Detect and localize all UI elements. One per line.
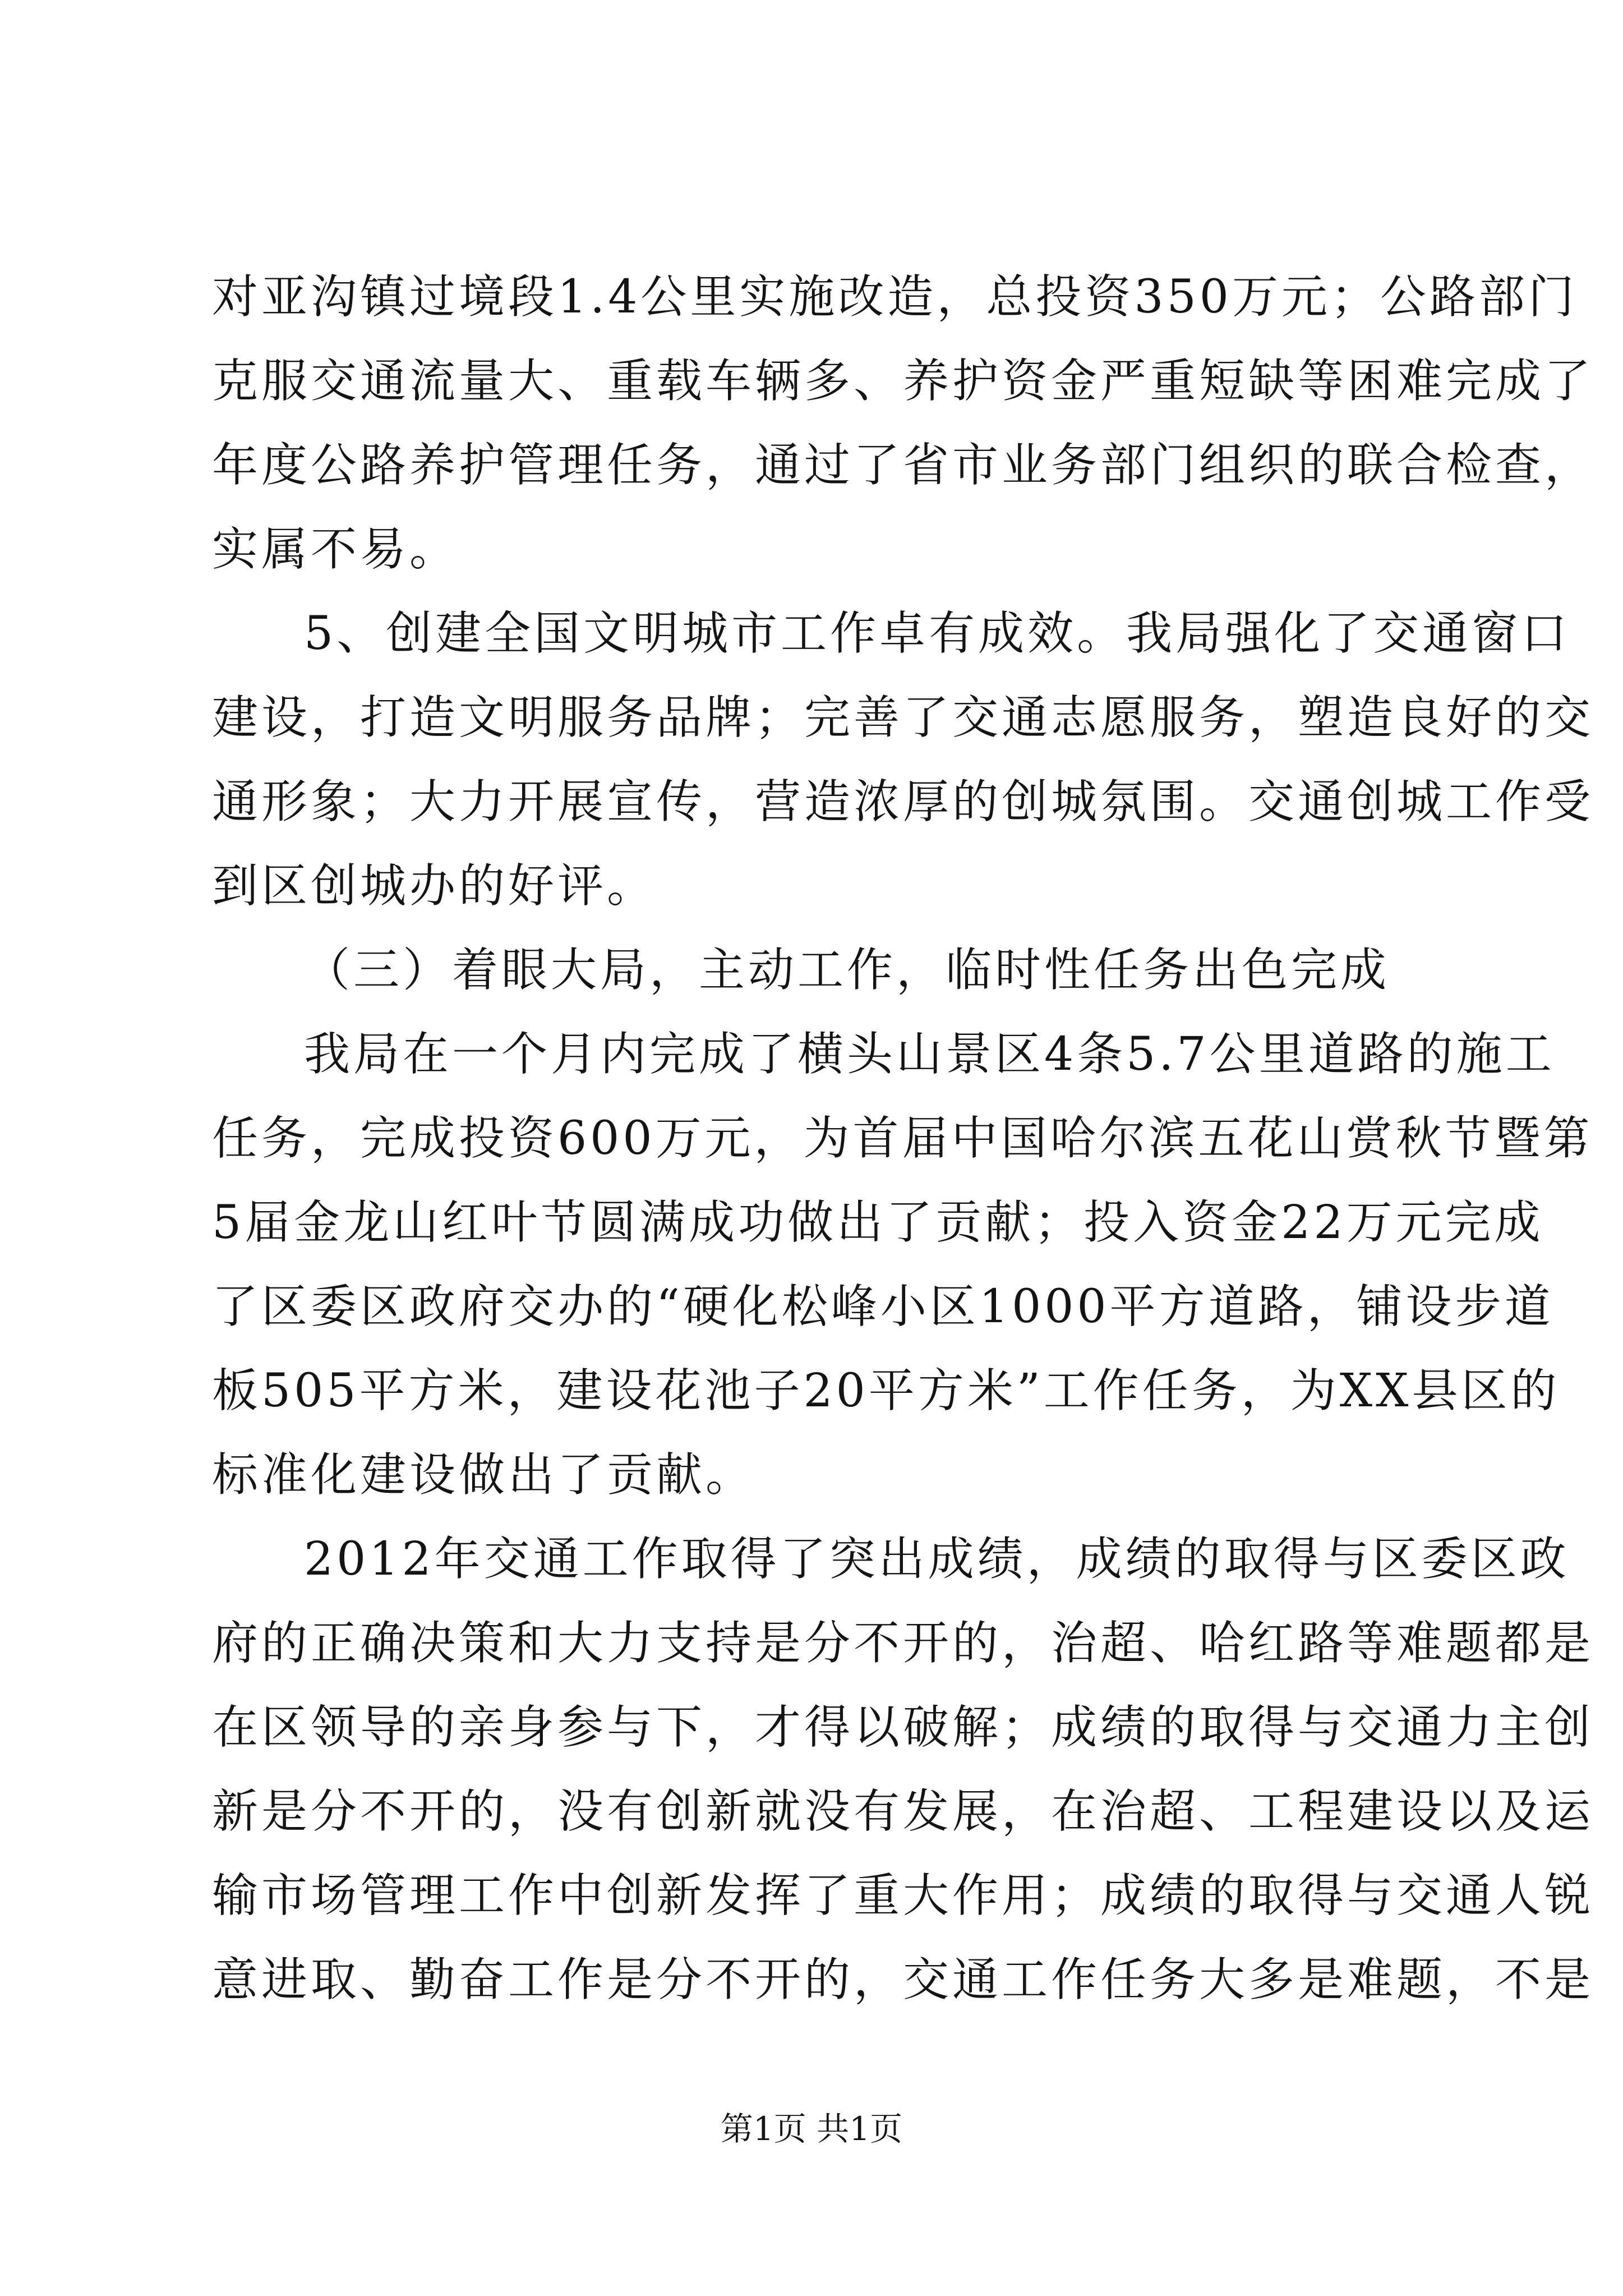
text-line: 到区创城办的好评。	[212, 859, 657, 913]
text-line: 2012年交通工作取得了突出成绩，成绩的取得与区委区政	[304, 1533, 1570, 1586]
text-line: 意进取、勤奋工作是分不开的，交通工作任务大多是难题，不是	[212, 1953, 1594, 2007]
text-line: 任务，完成投资600万元，为首届中国哈尔滨五花山赏秋节暨第	[212, 1112, 1593, 1165]
text-line: 5届金龙山红叶节圆满成功做出了贡献；投入资金22万元完成	[212, 1196, 1544, 1249]
text-line: 输市场管理工作中创新发挥了重大作用；成绩的取得与交通人锐	[212, 1869, 1594, 1922]
text-line: 在区领导的亲身参与下，才得以破解；成绩的取得与交通力主创	[212, 1701, 1594, 1754]
text-line: 实属不易。	[212, 523, 459, 576]
text-line: 标准化建设做出了贡献。	[212, 1448, 755, 1502]
text-line: 克服交通流量大、重载车辆多、养护资金严重短缺等困难完成了	[212, 355, 1594, 408]
text-line: 新是分不开的，没有创新就没有发展，在治超、工程建设以及运	[212, 1785, 1594, 1838]
text-line: 府的正确决策和大力支持是分不开的，治超、哈红路等难题都是	[212, 1617, 1594, 1670]
text-line: 了区委区政府交办的“硬化松峰小区1000平方道路，铺设步道	[212, 1280, 1554, 1333]
text-line: 我局在一个月内完成了横头山景区4条5.7公里道路的施工	[304, 1028, 1555, 1081]
text-line: 建设，打造文明服务品牌；完善了交通志愿服务，塑造良好的交	[212, 691, 1594, 744]
text-line: 对亚沟镇过境段1.4公里实施改造，总投资350万元；公路部门	[212, 270, 1578, 324]
text-line: 通形象；大力开展宣传，营造浓厚的创城氛围。交通创城工作受	[212, 775, 1594, 829]
page-footer: 第1页 共1页	[720, 2110, 903, 2148]
section-heading: （三）着眼大局，主动工作，临时性任务出色完成	[304, 944, 1390, 997]
text-line: 5、创建全国文明城市工作卓有成效。我局强化了交通窗口	[304, 607, 1571, 660]
text-line: 年度公路养护管理任务，通过了省市业务部门组织的联合检查，	[212, 439, 1594, 492]
text-line: 板505平方米，建设花池子20平方米”工作任务，为XX县区的	[212, 1364, 1560, 1418]
